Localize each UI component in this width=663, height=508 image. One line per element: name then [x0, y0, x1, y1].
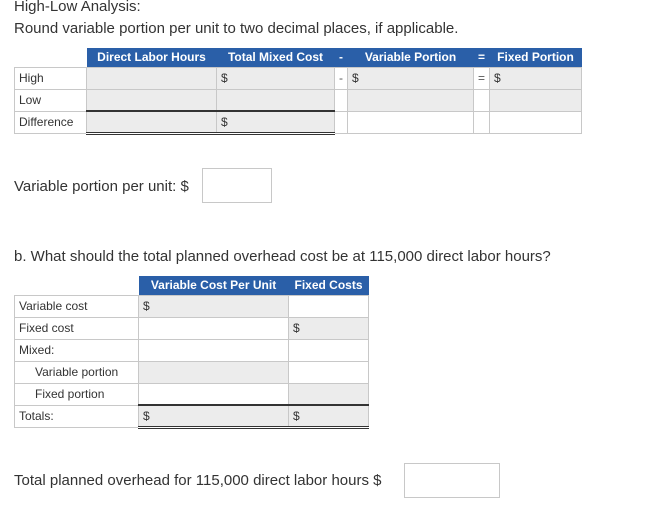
header-variable-portion: Variable Portion: [348, 48, 474, 67]
total-planned-input[interactable]: [404, 463, 500, 498]
row-label-mixed-fixed-portion: Fixed portion: [15, 383, 139, 405]
variable-per-unit-input[interactable]: [202, 168, 272, 203]
high-low-table: [14, 48, 582, 135]
minus-sign: -: [335, 67, 348, 89]
difference-total-cost-input[interactable]: [217, 111, 335, 133]
header-minus: -: [335, 48, 348, 67]
low-total-cost-input[interactable]: [217, 89, 335, 111]
row-label-mixed-variable-portion: Variable portion: [15, 361, 139, 383]
header-direct-labor-hours: Direct Labor Hours: [87, 48, 217, 67]
high-hours-input[interactable]: [87, 67, 217, 89]
currency-symbol: $: [143, 299, 150, 313]
currency-symbol: $: [221, 71, 228, 85]
high-row: [15, 67, 582, 89]
fixed-cost-row: [15, 317, 369, 339]
high-total-cost-input[interactable]: [217, 67, 335, 89]
op-spacer: [335, 111, 348, 133]
planned-header-row: [15, 276, 369, 295]
row-label-totals: Totals:: [15, 405, 139, 427]
currency-symbol: $: [293, 408, 300, 423]
variable-cost-per-unit-input[interactable]: [139, 295, 289, 317]
header-fixed-portion: Fixed Portion: [490, 48, 582, 67]
low-variable-portion-input[interactable]: [348, 89, 474, 111]
fixed-cost-input[interactable]: [289, 317, 369, 339]
op-spacer: [335, 89, 348, 111]
header-fixed-costs: Fixed Costs: [289, 276, 369, 295]
question-b-text: b. What should the total planned overhead cost be at 115,000 direct labor hours?: [14, 248, 551, 265]
header-variable-cost-per-unit: Variable Cost Per Unit: [139, 276, 289, 295]
mixed-variable-portion-row: [15, 361, 369, 383]
difference-variable-blank: [348, 111, 474, 133]
currency-symbol: $: [494, 71, 501, 85]
instruction-text: Round variable portion per unit to two decimal places, if applicable.: [14, 20, 459, 37]
total-planned-label: Total planned overhead for 115,000 direct labor hours $: [14, 472, 382, 489]
row-label-difference: Difference: [15, 111, 87, 133]
mixed-fixed-portion-row: [15, 383, 369, 405]
totals-fixed-input[interactable]: [289, 405, 369, 427]
variable-cost-row: [15, 295, 369, 317]
mixed-variable-portion-fixed-blank: [289, 361, 369, 383]
totals-variable-input[interactable]: [139, 405, 289, 427]
variable-cost-fixed-blank: [289, 295, 369, 317]
row-label-low: Low: [15, 89, 87, 111]
header-equals: =: [474, 48, 490, 67]
currency-symbol: $: [221, 114, 228, 129]
low-hours-input[interactable]: [87, 89, 217, 111]
row-label-variable-cost: Variable cost: [15, 295, 139, 317]
op-spacer: [474, 111, 490, 133]
header-blank: [15, 276, 139, 295]
totals-row: [15, 405, 369, 427]
fixed-cost-variable-blank: [139, 317, 289, 339]
difference-hours-input[interactable]: [87, 111, 217, 133]
currency-symbol: $: [352, 71, 359, 85]
mixed-variable-portion-input[interactable]: [139, 361, 289, 383]
high-variable-portion-input[interactable]: [348, 67, 474, 89]
row-label-fixed-cost: Fixed cost: [15, 317, 139, 339]
header-total-mixed-cost: Total Mixed Cost: [217, 48, 335, 67]
mixed-fixed-portion-input[interactable]: [289, 383, 369, 405]
high-fixed-portion-input[interactable]: [490, 67, 582, 89]
mixed-fixed-blank: [289, 339, 369, 361]
low-fixed-portion-input[interactable]: [490, 89, 582, 111]
low-row: [15, 89, 582, 111]
difference-fixed-blank: [490, 111, 582, 133]
planned-overhead-table: [14, 276, 369, 429]
page-title: High-Low Analysis:: [14, 0, 141, 15]
equals-sign: =: [474, 67, 490, 89]
mixed-fixed-portion-variable-blank: [139, 383, 289, 405]
header-blank: [15, 48, 87, 67]
op-spacer: [474, 89, 490, 111]
difference-row: [15, 111, 582, 133]
variable-per-unit-label: Variable portion per unit: $: [14, 178, 189, 195]
currency-symbol: $: [143, 408, 150, 423]
currency-symbol: $: [293, 321, 300, 335]
row-label-high: High: [15, 67, 87, 89]
mixed-row: [15, 339, 369, 361]
high-low-header-row: [15, 48, 582, 67]
row-label-mixed: Mixed:: [15, 339, 139, 361]
mixed-variable-blank: [139, 339, 289, 361]
